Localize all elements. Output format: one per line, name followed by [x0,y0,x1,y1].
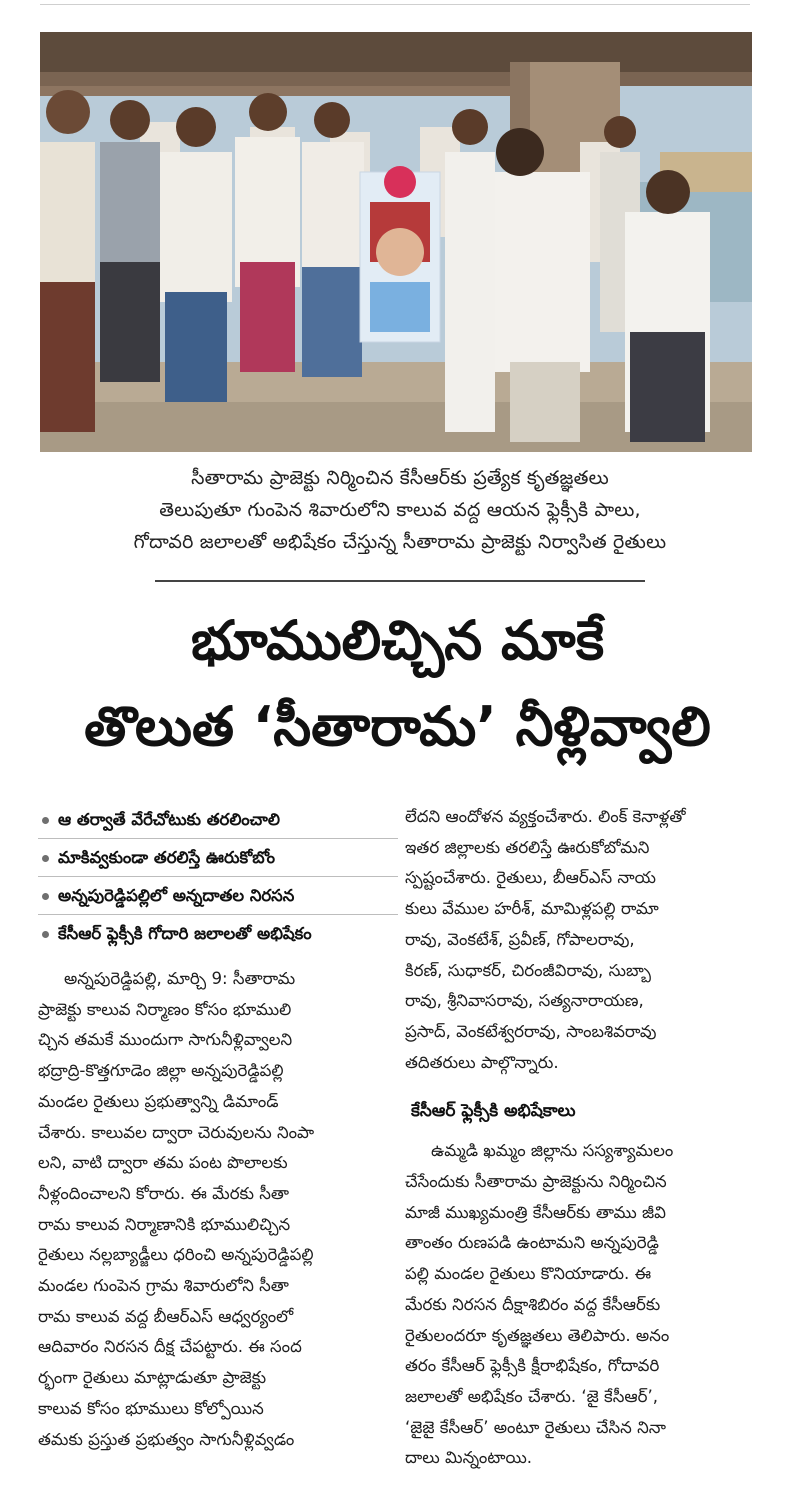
body-line: ఇతర జిల్లాలకు తరలిస్తే ఊరుకోబోమని [405,837,650,857]
body-line: తరం కేసీఆర్ ఫ్లెక్సీకి క్షీరాభిషేకం, గోదావరి [405,1356,660,1376]
body-line: ప్రాజెక్టు కాలువ నిర్మాణం కోసం భూములి [38,999,292,1019]
body-line: రామ కాలువ వద్ద బీఆర్ఎస్ ఆధ్వర్యంలో [38,1306,294,1326]
body-line: ర్భంగా రైతులు మాట్లాడుతూ ప్రాజెక్టు [38,1368,267,1388]
body-line: లేదని ఆందోళన వ్యక్తంచేశారు. లింక్ కెనాళ్లతో [405,807,686,826]
body-line: కులు వేముల హరీశ్, మామిళ్లపల్లి రామా [405,899,659,919]
body-line: చ్చిన తమకే ముందుగా సాగునీళ్లివ్వాలని [38,1030,293,1050]
body-line: మేరకు నిరసన దీక్షాశిబిరం వద్ద కేసీఆర్‌కు [405,1294,661,1314]
body-line: రైతులు నల్లబ్యాడ్జీలు ధరించి అన్నపురెడ్డిపల్లి [38,1245,314,1265]
body-line: రావు, వెంకటేశ్, ప్రవీణ్, గోపాలరావు, [405,929,635,949]
article-body-left [38,964,398,1455]
subheading: కేసీఆర్ ఫ్లెక్సీకి అభిషేకాలు [411,1101,576,1122]
body-line: ఆదివారం నిరసన దీక్ష చేపట్టారు. ఈ సంద [38,1337,302,1357]
top-rule [40,4,750,5]
body-line: మండల గుంపెన గ్రామ శివారులోని సీతా [38,1276,289,1296]
highlight-bullet: కేసీఆర్ ఫ్లెక్సీకి గోదారి జలాలతో అభిషేకం [38,916,398,952]
body-line: మండల రైతులు ప్రభుత్వాన్ని డిమాండ్ [38,1091,279,1111]
headline [40,598,755,770]
headline-line-2: తొలుత ‘సీతారామ’ నీళ్లివ్వాలి [84,695,711,758]
body-line: కాలువ కోసం భూములు కోల్పోయిన [38,1398,264,1418]
news-photo [40,32,752,452]
body-line: ప్రసాద్, వెంకటేశ్వరరావు, సాంబశివరావు [405,1021,657,1041]
right-column [405,802,757,1474]
body-line: రామ కాలువ నిర్మాణానికి భూములిచ్చిన [38,1214,291,1234]
body-line: జలాలతో అభిషేకం చేశారు. ‘జై కేసీఆర్’, [405,1386,658,1406]
body-line: తమకు ప్రస్తుత ప్రభుత్వం సాగునీళ్లివ్వడం [38,1429,295,1449]
bullet-divider [38,876,398,877]
left-column [38,802,398,1455]
body-line: ‘జైజై కేసీఆర్’ అంటూ రైతులు చేసిన నినా [405,1417,666,1437]
caption-line: తెలుపుతూ గుంపెన శివారులోని కాలువ వద్ద ఆయన ఫ్లెక్సీకి పాలు, [159,499,641,521]
bullet-divider [38,914,398,915]
body-line: పల్లి మండల రైతులు కొనియాడారు. ఈ [405,1264,652,1284]
body-line: తదితరులు పాల్గొన్నారు. [405,1052,559,1072]
body-line: కిరణ్, సుధాకర్, చిరంజీవిరావు, సుబ్బా [405,960,652,980]
body-line: మాజీ ముఖ్యమంత్రి కేసీఆర్‌కు తాము జీవి [405,1202,666,1222]
body-line: తాంతం రుణపడి ఉంటామని అన్నపురెడ్డి [405,1233,659,1253]
highlight-bullet: ఆ తర్వాతే వేరేచోటుకు తరలించాలి [38,802,398,838]
body-line: అన్నపురెడ్డిపల్లి, మార్చి 9: సీతారామ [64,969,296,988]
body-line: దాలు మిన్నంటాయి. [405,1448,533,1468]
body-line: భద్రాద్రి-కొత్తగూడెం జిల్లా అన్నపురెడ్డిపల్లి [38,1061,284,1081]
headline-line-1: భూములిచ్చిన మాకే [190,609,605,672]
highlight-bullet: అన్నపురెడ్డిపల్లిలో అన్నదాతల నిరసన [38,878,398,914]
body-line: చేశారు. కాలువల ద్వారా చెరువులను నింపా [38,1122,315,1142]
photo-caption [60,462,740,558]
article-body-right-2 [405,1136,757,1474]
caption-line: సీతారామ ప్రాజెక్టు నిర్మించిన కేసీఆర్‌కు ప్రత్యేక కృతజ్ఞతలు [191,467,609,489]
highlight-bullet: మాకివ్వకుండా తరలిస్తే ఊరుకోబోం [38,840,398,876]
caption-line: గోదావరి జలాలతో అభిషేకం చేస్తున్న సీతారామ ప్రాజెక్టు నిర్వాసిత రైతులు [133,531,667,553]
article-body-right [405,802,757,1078]
bullet-divider [38,838,398,839]
body-line: ఉమ్మడి ఖమ్మం జిల్లాను సస్యశ్యామలం [431,1141,674,1161]
body-line: రైతులందరూ కృతజ్ఞతలు తెలిపారు. అనం [405,1325,670,1345]
body-line: స్పష్టంచేశారు. రైతులు, బీఆర్ఎస్ నాయ [405,868,657,888]
body-line: చేసేందుకు సీతారామ ప్రాజెక్టును నిర్మించిన [405,1172,667,1192]
body-line: నీళ్లందించాలని కోరారు. ఈ మేరకు సీతా [38,1183,290,1203]
body-line: రావు, శ్రీనివాసరావు, సత్యనారాయణ, [405,991,644,1011]
caption-divider [155,580,645,582]
body-line: లని, వాటి ద్వారా తమ పంట పొలాలకు [38,1153,288,1173]
